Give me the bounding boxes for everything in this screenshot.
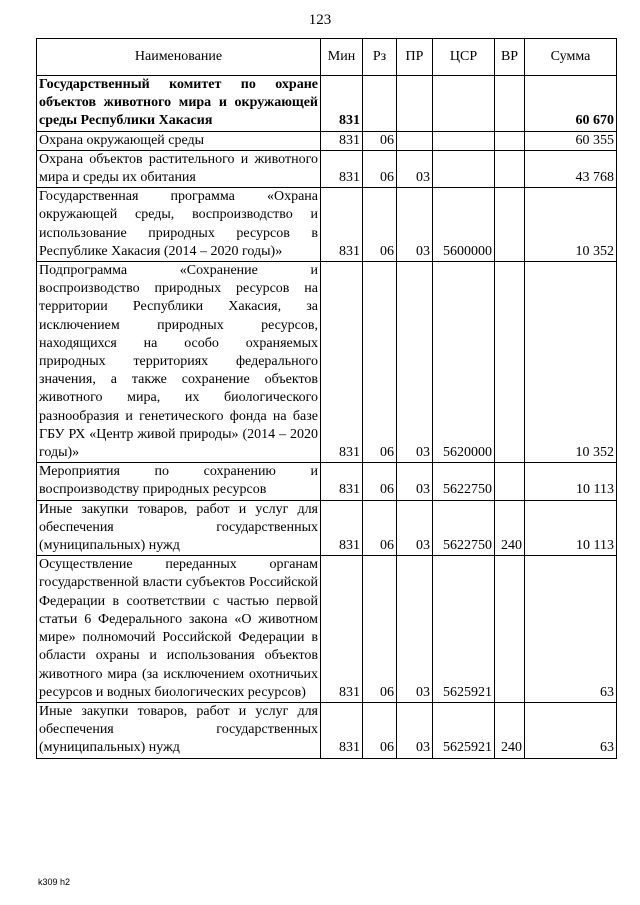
cell-pr: 03 bbox=[397, 463, 433, 500]
cell-pr: 03 bbox=[397, 188, 433, 262]
cell-sum: 10 113 bbox=[525, 500, 617, 556]
cell-rz bbox=[363, 76, 397, 132]
cell-rz: 06 bbox=[363, 188, 397, 262]
cell-name: Подпрограмма «Сохранение и воспроизводство природных ресурсов на территории Республики Хакасия, за исключением природных ресурсов, находящихся на особо охраняемых природных территориях федерального значения, а также сохранение объектов животного мира, их биологического разнообразия и генетического фонда на базе ГБУ РХ «Центр живой природы» (2014 – 2020 годы)» bbox=[37, 262, 321, 463]
cell-sum: 63 bbox=[525, 702, 617, 758]
footer-code: k309 h2 bbox=[38, 877, 71, 887]
budget-table bbox=[36, 38, 617, 759]
col-header-min: Мин bbox=[321, 39, 363, 76]
cell-rz: 06 bbox=[363, 556, 397, 703]
cell-min: 831 bbox=[321, 150, 363, 187]
page-number: 123 bbox=[308, 12, 332, 28]
cell-min: 831 bbox=[321, 131, 363, 150]
table-row bbox=[37, 76, 617, 132]
cell-min: 831 bbox=[321, 76, 363, 132]
table-header-row bbox=[37, 39, 617, 76]
cell-csr: 5625921 bbox=[433, 702, 495, 758]
cell-name: Государственная программа «Охрана окружающей среды, воспроизводство и использование природных ресурсов в Республике Хакасия (2014 – 2020 годы)» bbox=[37, 188, 321, 262]
cell-name: Иные закупки товаров, работ и услуг для обеспечения государственных (муниципальных) нужд bbox=[37, 500, 321, 556]
cell-vr bbox=[495, 131, 525, 150]
cell-name: Охрана окружающей среды bbox=[37, 131, 321, 150]
cell-csr bbox=[433, 150, 495, 187]
col-header-sum: Сумма bbox=[525, 39, 617, 76]
cell-vr bbox=[495, 188, 525, 262]
table-row bbox=[37, 500, 617, 556]
cell-sum: 43 768 bbox=[525, 150, 617, 187]
cell-csr bbox=[433, 76, 495, 132]
col-header-rz: Рз bbox=[363, 39, 397, 76]
cell-vr bbox=[495, 76, 525, 132]
cell-name: Охрана объектов растительного и животного мира и среды их обитания bbox=[37, 150, 321, 187]
cell-csr: 5625921 bbox=[433, 556, 495, 703]
cell-pr: 03 bbox=[397, 262, 433, 463]
cell-vr bbox=[495, 556, 525, 703]
cell-sum: 63 bbox=[525, 556, 617, 703]
cell-csr: 5622750 bbox=[433, 500, 495, 556]
col-header-csr: ЦСР bbox=[433, 39, 495, 76]
cell-rz: 06 bbox=[363, 150, 397, 187]
cell-csr: 5620000 bbox=[433, 262, 495, 463]
cell-pr: 03 bbox=[397, 702, 433, 758]
cell-sum: 60 670 bbox=[525, 76, 617, 132]
cell-pr: 03 bbox=[397, 500, 433, 556]
cell-min: 831 bbox=[321, 702, 363, 758]
cell-rz: 06 bbox=[363, 702, 397, 758]
cell-sum: 10 113 bbox=[525, 463, 617, 500]
cell-rz: 06 bbox=[363, 262, 397, 463]
col-header-vr: ВР bbox=[495, 39, 525, 76]
cell-min: 831 bbox=[321, 262, 363, 463]
table-row bbox=[37, 131, 617, 150]
cell-pr bbox=[397, 131, 433, 150]
cell-name: Осуществление переданных органам государственной власти субъектов Российской Федерации в соответствии с частью первой статьи 6 Федерального закона «О животном мире» полномочий Российской Федерации в области охраны и использования объектов животного мира (за исключением охотничьих ресурсов и водных биологических ресурсов) bbox=[37, 556, 321, 703]
cell-min: 831 bbox=[321, 463, 363, 500]
cell-vr bbox=[495, 262, 525, 463]
cell-csr: 5622750 bbox=[433, 463, 495, 500]
cell-min: 831 bbox=[321, 500, 363, 556]
cell-pr: 03 bbox=[397, 556, 433, 703]
cell-sum: 60 355 bbox=[525, 131, 617, 150]
cell-rz: 06 bbox=[363, 131, 397, 150]
table-row bbox=[37, 463, 617, 500]
table-row bbox=[37, 188, 617, 262]
cell-pr: 03 bbox=[397, 150, 433, 187]
cell-name: Иные закупки товаров, работ и услуг для обеспечения государственных (муниципальных) нужд bbox=[37, 702, 321, 758]
table-row bbox=[37, 262, 617, 463]
cell-min: 831 bbox=[321, 556, 363, 703]
cell-pr bbox=[397, 76, 433, 132]
cell-rz: 06 bbox=[363, 500, 397, 556]
cell-vr bbox=[495, 463, 525, 500]
cell-vr: 240 bbox=[495, 500, 525, 556]
cell-name: Государственный комитет по охране объектов животного мира и окружающей среды Республики Хакасия bbox=[37, 76, 321, 132]
cell-sum: 10 352 bbox=[525, 188, 617, 262]
cell-csr: 5600000 bbox=[433, 188, 495, 262]
table-row bbox=[37, 150, 617, 187]
cell-vr bbox=[495, 150, 525, 187]
cell-rz: 06 bbox=[363, 463, 397, 500]
cell-min: 831 bbox=[321, 188, 363, 262]
cell-vr: 240 bbox=[495, 702, 525, 758]
cell-csr bbox=[433, 131, 495, 150]
cell-name: Мероприятия по сохранению и воспроизводству природных ресурсов bbox=[37, 463, 321, 500]
cell-sum: 10 352 bbox=[525, 262, 617, 463]
table-row bbox=[37, 702, 617, 758]
col-header-name: Наименование bbox=[37, 39, 321, 76]
table-row bbox=[37, 556, 617, 703]
col-header-pr: ПР bbox=[397, 39, 433, 76]
